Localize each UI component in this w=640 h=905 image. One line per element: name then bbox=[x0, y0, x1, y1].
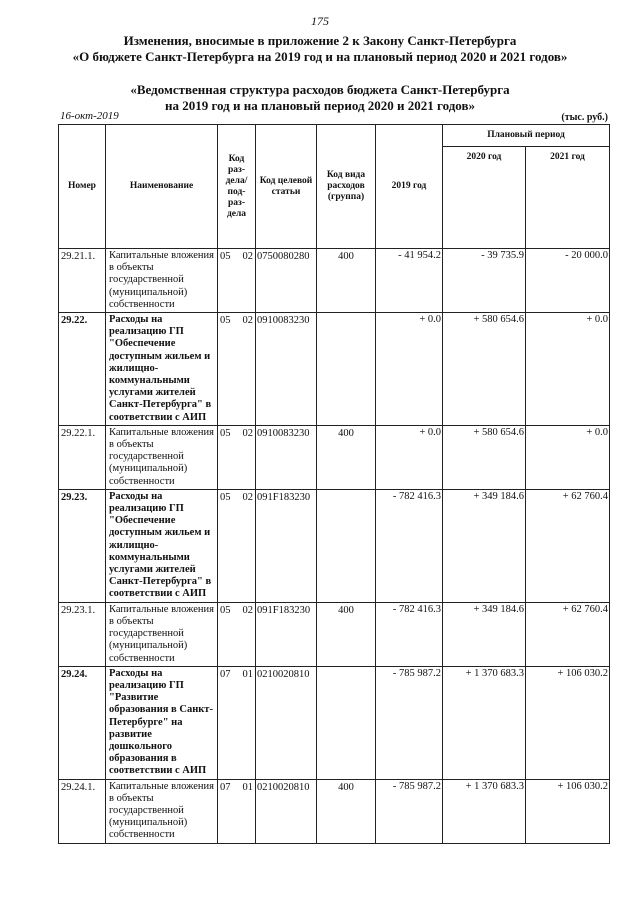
row-subsection: 02 bbox=[236, 249, 256, 313]
table-body bbox=[59, 249, 610, 844]
row-subsection: 02 bbox=[236, 313, 256, 426]
col-header-planned: Плановый период bbox=[443, 125, 610, 147]
row-name: Капитальные вложения в объекты государственной (муниципальной) собственности bbox=[106, 779, 218, 843]
row-expense-code: 400 bbox=[317, 779, 376, 843]
col-header-2021: 2021 год bbox=[526, 147, 610, 249]
row-value-2020: + 349 184.6 bbox=[443, 489, 526, 602]
row-subsection: 02 bbox=[236, 602, 256, 666]
table-row bbox=[59, 666, 610, 779]
row-value-2021: + 106 030.2 bbox=[526, 779, 610, 843]
row-section: 05 bbox=[218, 602, 236, 666]
title-line-1: Изменения, вносимые в приложение 2 к Закону Санкт-Петербурга bbox=[123, 33, 517, 48]
row-expense-code bbox=[317, 666, 376, 779]
units-label: (тыс. руб.) bbox=[561, 112, 608, 123]
row-target-code: 0750080280 bbox=[256, 249, 317, 313]
row-number: 29.22.1. bbox=[59, 425, 106, 489]
row-value-2019: - 785 987.2 bbox=[376, 779, 443, 843]
row-value-2019: - 41 954.2 bbox=[376, 249, 443, 313]
row-subsection: 01 bbox=[236, 666, 256, 779]
row-number: 29.22. bbox=[59, 313, 106, 426]
row-value-2021: + 0.0 bbox=[526, 425, 610, 489]
row-value-2021: + 0.0 bbox=[526, 313, 610, 426]
row-section: 05 bbox=[218, 425, 236, 489]
row-number: 29.24. bbox=[59, 666, 106, 779]
document-date: 16-окт-2019 bbox=[60, 110, 119, 122]
row-expense-code bbox=[317, 489, 376, 602]
row-subsection: 02 bbox=[236, 425, 256, 489]
row-expense-code: 400 bbox=[317, 249, 376, 313]
row-section: 05 bbox=[218, 249, 236, 313]
row-subsection: 01 bbox=[236, 779, 256, 843]
budget-table bbox=[58, 124, 610, 844]
row-expense-code: 400 bbox=[317, 602, 376, 666]
table-row bbox=[59, 489, 610, 602]
col-header-2020: 2020 год bbox=[443, 147, 526, 249]
row-value-2019: + 0.0 bbox=[376, 313, 443, 426]
row-target-code: 091F183230 bbox=[256, 602, 317, 666]
table-row bbox=[59, 602, 610, 666]
row-section: 05 bbox=[218, 313, 236, 426]
row-target-code: 0910083230 bbox=[256, 425, 317, 489]
row-target-code: 0210020810 bbox=[256, 779, 317, 843]
row-name: Капитальные вложения в объекты государственной (муниципальной) собственности bbox=[106, 425, 218, 489]
row-section: 05 bbox=[218, 489, 236, 602]
table-row bbox=[59, 249, 610, 313]
title-line-3: «Ведомственная структура расходов бюджета Санкт-Петербурга bbox=[130, 82, 510, 97]
row-value-2019: - 785 987.2 bbox=[376, 666, 443, 779]
row-name: Капитальные вложения в объекты государственной (муниципальной) собственности bbox=[106, 602, 218, 666]
row-name: Капитальные вложения в объекты государственной (муниципальной) собственности bbox=[106, 249, 218, 313]
row-section: 07 bbox=[218, 779, 236, 843]
title-line-2: «О бюджете Санкт-Петербурга на 2019 год и на плановый период 2020 и 2021 годов» bbox=[72, 49, 568, 64]
col-header-target: Код целевой статьи bbox=[256, 125, 317, 249]
row-subsection: 02 bbox=[236, 489, 256, 602]
row-target-code: 0910083230 bbox=[256, 313, 317, 426]
row-name: Расходы на реализацию ГП "Развитие образования в Санкт-Петербурге" на развитие дошкольного образования в соответствии с АИП bbox=[106, 666, 218, 779]
row-value-2020: - 39 735.9 bbox=[443, 249, 526, 313]
row-value-2021: + 62 760.4 bbox=[526, 489, 610, 602]
col-header-expense: Код вида расходов (группа) bbox=[317, 125, 376, 249]
row-name: Расходы на реализацию ГП "Обеспечение доступным жильем и жилищно-коммунальными услугами жителей Санкт-Петербурга" в соответствии с АИП bbox=[106, 313, 218, 426]
row-value-2020: + 349 184.6 bbox=[443, 602, 526, 666]
row-value-2020: + 580 654.6 bbox=[443, 425, 526, 489]
document-title bbox=[0, 33, 640, 65]
col-header-name: Наименование bbox=[106, 125, 218, 249]
table-row bbox=[59, 313, 610, 426]
row-value-2020: + 1 370 683.3 bbox=[443, 779, 526, 843]
title-line-4: на 2019 год и на плановый период 2020 и 2021 годов» bbox=[164, 98, 475, 113]
row-value-2020: + 1 370 683.3 bbox=[443, 666, 526, 779]
row-value-2021: + 62 760.4 bbox=[526, 602, 610, 666]
row-target-code: 0210020810 bbox=[256, 666, 317, 779]
row-name: Расходы на реализацию ГП "Обеспечение доступным жильем и жилищно-коммунальными услугами жителей Санкт-Петербурга" в соответствии с АИП bbox=[106, 489, 218, 602]
page-number: 175 bbox=[311, 14, 329, 28]
row-number: 29.21.1. bbox=[59, 249, 106, 313]
table-row bbox=[59, 779, 610, 843]
row-number: 29.23. bbox=[59, 489, 106, 602]
col-header-2019: 2019 год bbox=[376, 125, 443, 249]
row-value-2019: - 782 416.3 bbox=[376, 602, 443, 666]
col-header-number: Номер bbox=[59, 125, 106, 249]
row-value-2019: - 782 416.3 bbox=[376, 489, 443, 602]
row-value-2021: - 20 000.0 bbox=[526, 249, 610, 313]
row-value-2020: + 580 654.6 bbox=[443, 313, 526, 426]
table-row bbox=[59, 425, 610, 489]
row-target-code: 091F183230 bbox=[256, 489, 317, 602]
row-section: 07 bbox=[218, 666, 236, 779]
col-header-section: Код раз-дела/ под-раз-дела bbox=[218, 125, 256, 249]
row-number: 29.24.1. bbox=[59, 779, 106, 843]
row-value-2021: + 106 030.2 bbox=[526, 666, 610, 779]
row-value-2019: + 0.0 bbox=[376, 425, 443, 489]
row-number: 29.23.1. bbox=[59, 602, 106, 666]
row-expense-code: 400 bbox=[317, 425, 376, 489]
row-expense-code bbox=[317, 313, 376, 426]
